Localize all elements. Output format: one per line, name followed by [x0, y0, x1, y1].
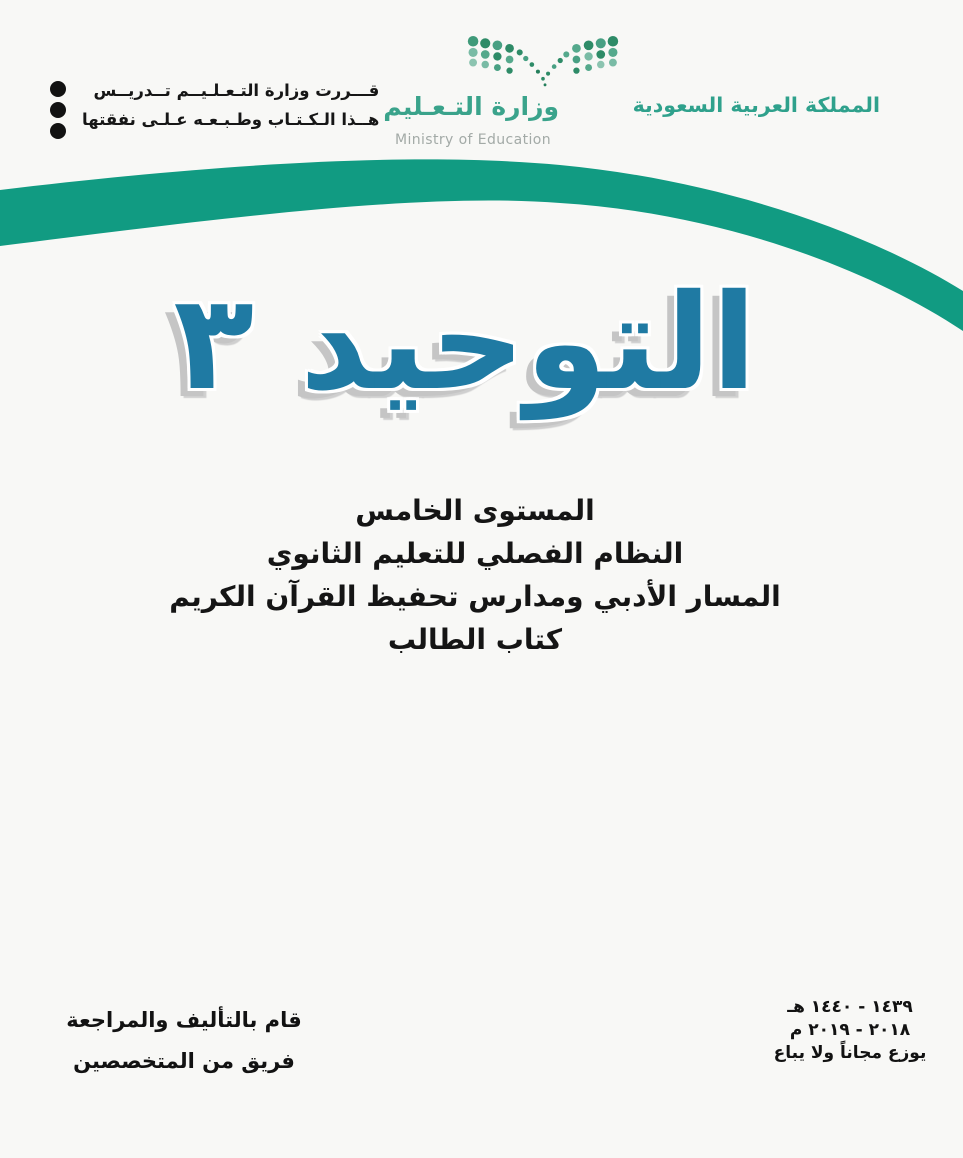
year-gregorian: ٢٠١٨ - ٢٠١٩ م [789, 1020, 911, 1040]
decree-bullets-icon [50, 76, 66, 139]
ministry-name-english: Ministry of Education [394, 132, 552, 148]
ministry-logo-dots-icon [467, 32, 619, 88]
subtitle-system: النظام الفصلي للتعليم الثانوي [266, 537, 684, 570]
subtitle-track: المسار الأدبي ومدارس تحفيظ القرآن الكريم [169, 580, 781, 613]
decree-note [50, 76, 379, 139]
country-name: المملكة العربية السعودية [632, 93, 880, 117]
decree-line-2: هــذا الـكـتـاب وطـبـعـه عـلـى نفقتها [82, 110, 380, 129]
subtitle-level: المستوى الخامس [355, 494, 595, 527]
subtitle-book-type: كتاب الطالب [387, 623, 563, 656]
year-hijri: ١٤٣٩ - ١٤٤٠ هـ [787, 997, 913, 1017]
decree-line-1: قـــررت وزارة التـعـلـيــم تــدريــس [93, 81, 380, 100]
authorship-line-1: قام بالتأليف والمراجعة [66, 1008, 302, 1032]
ministry-name-arabic: وزارة التـعـليم [383, 92, 559, 121]
edition-block [762, 996, 938, 1065]
bullet-dot-icon [50, 81, 66, 97]
decree-text [82, 76, 379, 134]
authorship-line-2: فريق من المتخصصين [73, 1049, 295, 1073]
bullet-dot-icon [50, 102, 66, 118]
book-title: التوحيد ٣ [173, 266, 757, 420]
bullet-dot-icon [50, 123, 66, 139]
subtitle-block [0, 489, 950, 661]
distribution-note: يوزع مجاناً ولا يباع [773, 1043, 927, 1063]
authorship-block [58, 1000, 310, 1082]
